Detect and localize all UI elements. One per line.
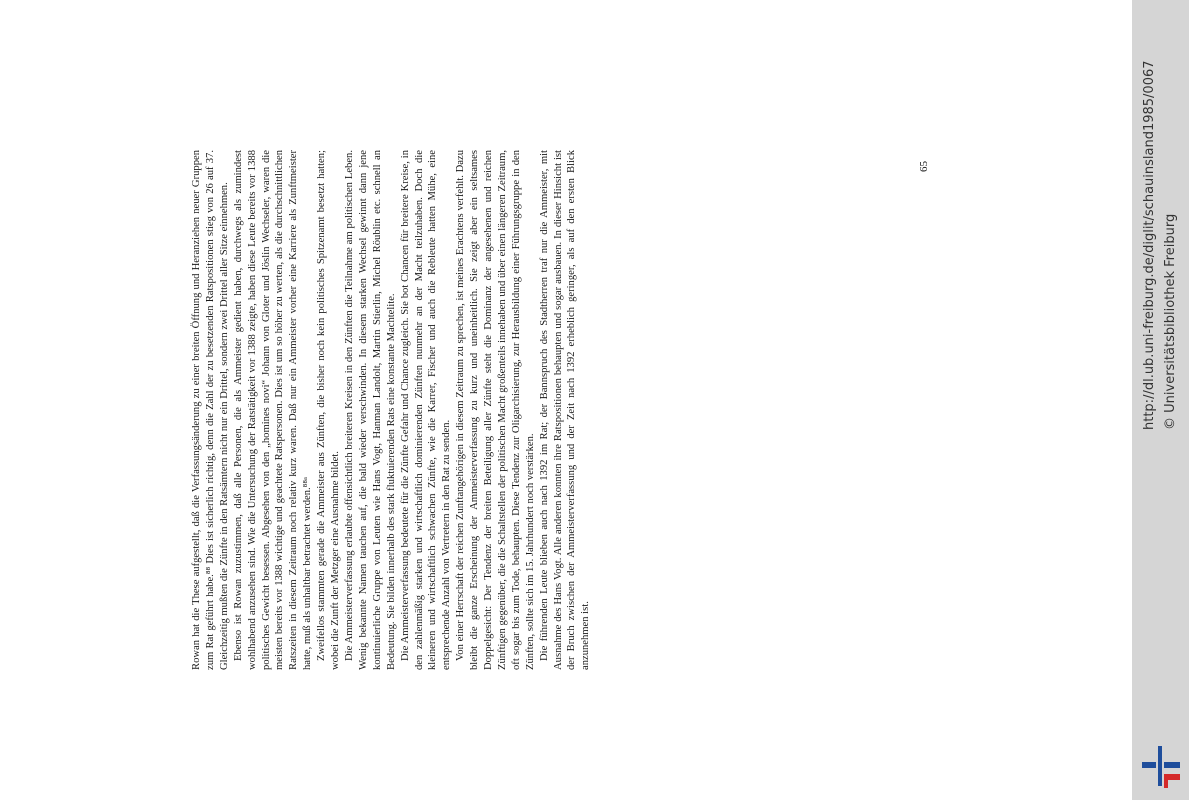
viewer-sidebar [1132,0,1189,800]
library-logo-icon[interactable] [1140,744,1182,790]
page-number: 65 [918,161,930,172]
logo-blue-bar-left [1142,762,1156,768]
logo-blue-bar-right [1164,762,1180,768]
body-text [190,150,850,670]
sidebar-text-rotated [1132,0,1189,440]
paragraph: Die Ammeisterverfassung bedeutete für die Zünfte Gefahr und Chance zugleich. Sie bot Chancen für breitere Kreise, in den zahlenmäßig starken und wirtschaftlich dominierenden Zünften nunmehr an der Macht teilzuhaben. Doch die kleineren und wirtschaftlich schwachen Zünfte, wie die Karrer, Fischer und auch die Rebleute hatten Mühe, eine entsprechende Anzahl von Vertretern in den Rat zu senden. [399,150,453,670]
paragraph: Die führenden Leute blieben auch nach 1392 im Rat; der Bannspruch des Stadtherren traf nur die Ammeister, mit Ausnahme des Hans Vogt. Alle anderen konnten ihre Ratspositionen behaupten und sogar ausbauen. In dieser Hinsicht ist der Bruch zwischen der Ammeisterverfassung und der Zeit nach 1392 erheblich geringer, als auf den ersten Blick anzunehmen ist. [538,150,592,670]
logo-red-stem [1164,774,1168,788]
paragraph: Ebenso ist Rowan zuzustimmen, daß alle Personen, die als Ammeister gedient haben, durchwegs als zumindest wohlhabend anzusehen sind. Wie die Untersuchung der Ratstätigkeit vor 1388 zeigte, haben diese Leute bereits vor 1388 politisches Gewicht besessen. Abgesehen von den „homines novi“ Johann von Gloter und Jöslin Wechseler, waren die meisten bereits vor 1388 wichtige und geachtete Ratspersonen. Dies ist um so höher zu werten, als die durchschnittlichen Ratszeiten in diesem Zeitraum noch relativ kurz waren. Daß nur ein Ammeister vorher eine Karriere als Zunftmeister hatte, muß als unhaltbar betrachtet werden.⁸⁸ᵃ [232,150,314,670]
paragraph: Die Ammeisterverfassung erlaubte offensichtlich breiteren Kreisen in den Zünften die Teilnahme am politischen Leben. Wenig bekannte Namen tauchen auf, die bald wieder verschwinden. In diesem starken Wechsel gewinnt dann jene kontinuierliche Gruppe von Leuten wie Hans Vogt, Hanman Landolt, Martin Stierlin, Michel Röublin etc. schnell an Bedeutung. Sie bilden innerhalb des stark fluktuierenden Rats eine konstante Machtelite. [343,150,397,670]
logo-blue-stem [1158,746,1162,786]
source-url-link[interactable]: http://dl.ub.uni-freiburg.de/diglit/schauinsland1985/0067 [1142,60,1157,430]
text-column-frame [190,150,850,670]
copyright-notice: © Universitätsbibliothek Freiburg [1163,213,1178,430]
sidebar-text-frame [1132,0,1189,800]
paragraph: Rowan hat die These aufgestellt, daß die Verfassungsänderung zu einer breiten Öffnung und Heranziehen neuer Gruppen zum Rat geführt habe.⁸⁸ Dies ist sicherlich richtig, denn die Zahl der zu besetzenden Ratspositionen stieg von 26 auf 37. Gleichzeitig mußten die Zünfte in den Ratsämtern nicht nur ein Drittel, sondern zwei Drittel aller Sitze einnehmen. [191,150,230,670]
paragraph: Zweifellos stammten gerade die Ammeister aus Zünften, die bisher noch kein politisches Spitzenamt besetzt hatten; wobei die Zunft der Metzger eine Ausnahme bildet. [316,150,342,670]
paragraph: Von einer Herrschaft der reichen Zunftangehörigen in diesem Zeitraum zu sprechen, ist meines Erachtens verfehlt. Dazu bleibt die ganze Erscheinung der Ammeisterverfassung zu kurz und uneinheitlich. Sie zeigt aber ein seltsames Doppelgesicht: Der Tendenz der breiten Beteiligung aller Zünfte steht die Dominanz der angesehenen und reichen Zünftigen gegenüber, die die Schaltstellen der politischen Macht großenteils innehaben und über einen längeren Zeitraum, oft sogar bis zum Tode, behaupten. Diese Tendenz zur Oligarchisierung, zur Herausbildung einer Führungsgruppe in den Zünften, sollte sich im 15. Jahrhundert noch verstärken. [455,150,536,670]
